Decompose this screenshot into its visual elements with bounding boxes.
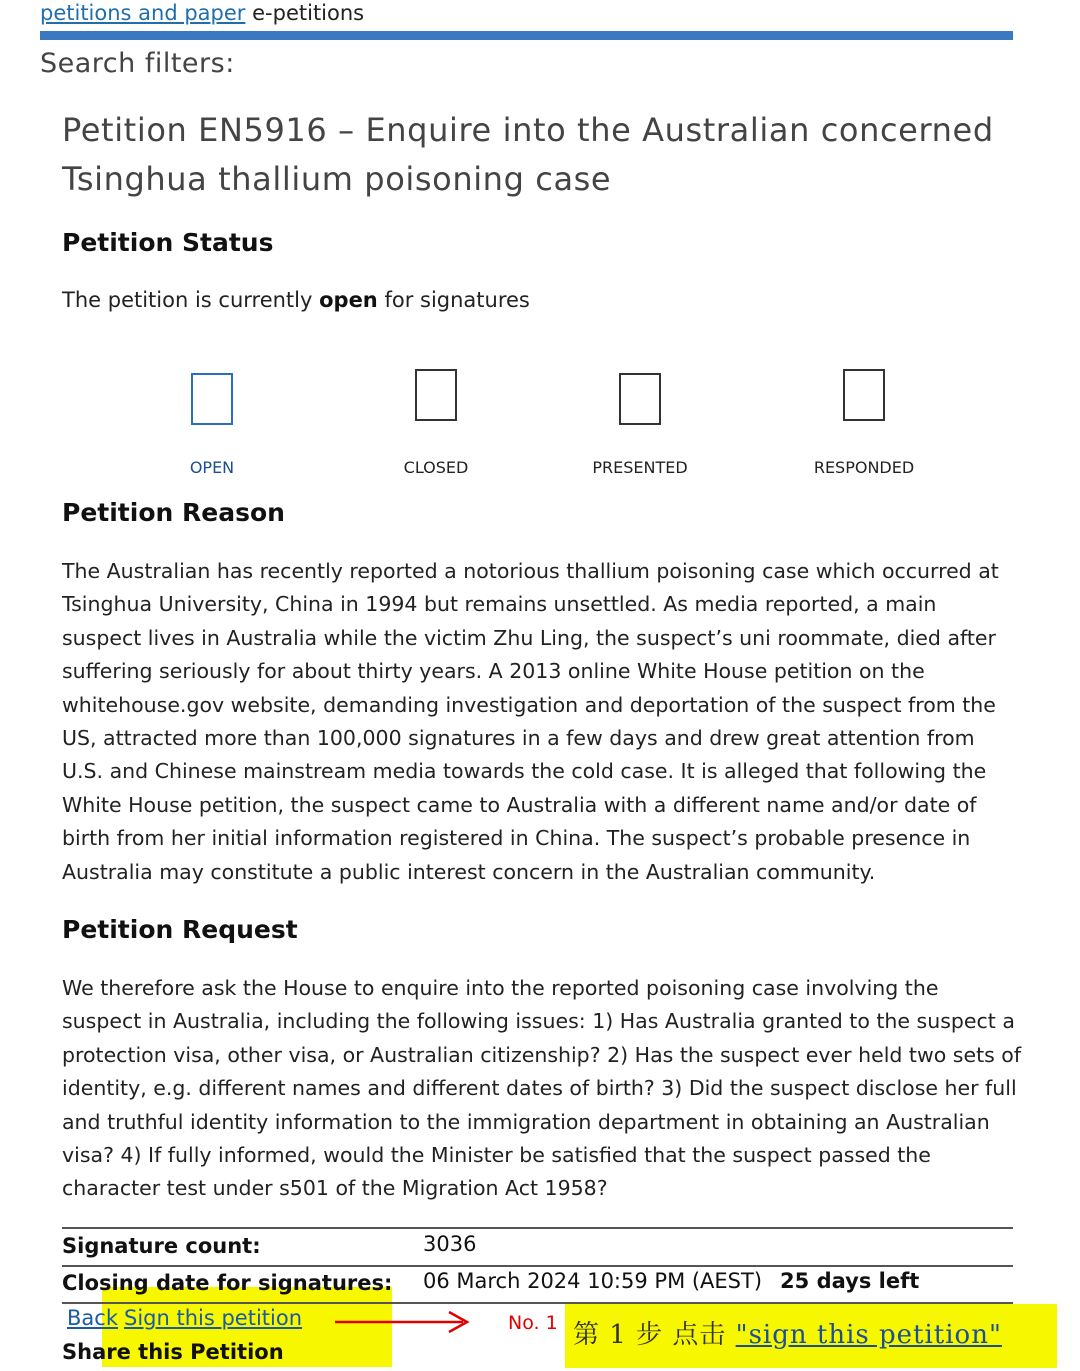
status-suffix: for signatures bbox=[384, 288, 530, 312]
table-divider bbox=[62, 1302, 1013, 1304]
closing-date-row bbox=[423, 1269, 919, 1293]
stage-responded-box-icon bbox=[843, 369, 885, 421]
status-sentence bbox=[62, 288, 530, 312]
stage-closed-label: CLOSED bbox=[403, 458, 469, 477]
page-title: Petition EN5916 – Enquire into the Australian concerned Tsinghua thallium poisoning case bbox=[62, 111, 994, 198]
stage-presented-box-icon bbox=[619, 373, 661, 425]
search-filters-toggle[interactable]: Search filters: bbox=[40, 48, 235, 79]
annotation-step-text: 第 1 步 点击 bbox=[573, 1320, 736, 1350]
stage-presented-label: PRESENTED bbox=[592, 458, 688, 477]
back-link[interactable]: Back bbox=[67, 1306, 118, 1330]
stage-responded bbox=[784, 369, 944, 477]
annotation-arrow-icon bbox=[333, 1309, 473, 1335]
stage-open-label: OPEN bbox=[189, 458, 235, 477]
share-petition-label[interactable]: Share this Petition bbox=[62, 1340, 284, 1364]
days-left-badge: 25 days left bbox=[780, 1269, 920, 1293]
breadcrumb-current: e-petitions bbox=[252, 1, 365, 25]
breadcrumb bbox=[40, 1, 364, 25]
petition-reason-text: The Australian has recently reported a notorious thallium poisoning case which occurred at Tsinghua University, China in 1994 but remains unsettled. As media reported, a main suspect lives in Australia while the victim Zhu Ling, the suspect’s uni roommate, died after suffering seriously for about thirty years. A 2013 online White House petition on the whitehouse.gov website, demanding investigation and deportation of the suspect from the US, attracted more than 100,000 signatures in a few days and drew great attention from U.S. and Chinese mainstream media towards the cold case. It is alleged that following the White House petition, the suspect came to Australia with a different name and/or date of birth from her initial information registered in China. The suspect’s probable presence in Australia may constitute a public interest concern in the Australian community. bbox=[62, 559, 999, 884]
petition-request-text: We therefore ask the House to enquire into the reported poisoning case involving the suspect in Australia, including the following issues: 1) Has Australia granted to the suspect a protection visa, other visa, or Australian citizenship? 2) Has the suspect ever held two sets of identity, e.g. different names and different dates of birth? 3) Did the suspect disclose her full and truthful identity information to the immigration department in obtaining an Australian visa? 4) If fully informed, would the Minister be satisfied that the suspect passed the character test under s501 of the Migration Act 1958? bbox=[62, 976, 1022, 1201]
annotation-quote: "sign this petition" bbox=[735, 1320, 1002, 1350]
petition-request-heading: Petition Request bbox=[62, 915, 298, 944]
petition-actions bbox=[67, 1306, 302, 1330]
stage-responded-label: RESPONDED bbox=[813, 458, 915, 477]
table-divider bbox=[62, 1265, 1013, 1267]
status-state: open bbox=[319, 288, 378, 312]
annotation-instruction bbox=[573, 1314, 1002, 1351]
stage-closed bbox=[356, 369, 516, 477]
closing-date-value: 06 March 2024 10:59 PM (AEST) bbox=[423, 1269, 763, 1293]
stage-closed-box-icon bbox=[415, 369, 457, 421]
petition-status-heading: Petition Status bbox=[62, 228, 274, 257]
petition-reason-heading: Petition Reason bbox=[62, 498, 285, 527]
header-accent-bar bbox=[40, 31, 1013, 40]
signature-count-value: 3036 bbox=[423, 1232, 477, 1256]
stage-presented bbox=[560, 373, 720, 477]
breadcrumb-link-petitions[interactable]: petitions and paper bbox=[40, 1, 246, 25]
stage-open bbox=[132, 373, 292, 477]
annotation-number: No. 1 bbox=[508, 1312, 558, 1334]
signature-count-label: Signature count: bbox=[62, 1234, 261, 1258]
closing-date-label: Closing date for signatures: bbox=[62, 1271, 393, 1295]
sign-petition-link[interactable]: Sign this petition bbox=[123, 1306, 303, 1330]
stage-open-box-icon bbox=[191, 373, 233, 425]
status-prefix: The petition is currently bbox=[62, 288, 313, 312]
table-divider bbox=[62, 1227, 1013, 1229]
